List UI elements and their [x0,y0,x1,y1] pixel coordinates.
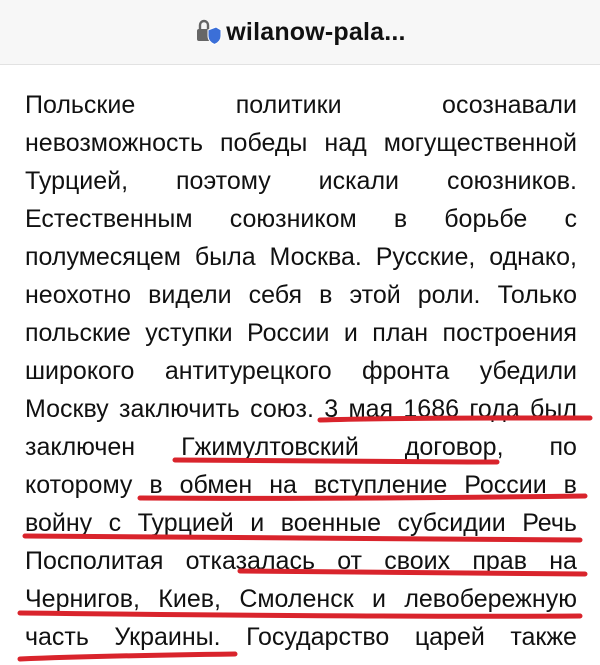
word: Москва. [269,243,362,271]
text-line [25,618,577,656]
word: Турцией, [25,167,129,195]
text-line [25,504,577,542]
word: убедили [479,357,577,385]
word: субсидии [397,509,506,537]
word: победы [220,129,308,157]
word: прав [472,547,527,575]
word: антитурецкого [164,357,332,385]
word: однако, [489,243,577,271]
word: часть [25,623,89,651]
word: поэтому [176,167,271,195]
word: России [464,471,547,499]
word: была [194,243,256,271]
lock-shield-icon [194,18,222,46]
word: года [469,395,520,423]
address-bar[interactable] [0,14,600,50]
word: союзником [229,205,357,233]
text-line [25,466,577,504]
text-line [25,390,577,428]
word: уступки [145,319,233,347]
browser-toolbar [0,0,600,65]
word: на [269,471,297,499]
word: военные [280,509,381,537]
word: заключен [25,433,136,461]
word: и [343,319,358,347]
word: России [247,319,330,347]
word: 1686 [403,395,460,423]
word: польские [25,319,131,347]
word: в [393,205,408,233]
text-line [25,428,577,466]
word: борьбе [444,205,528,233]
word: и [250,509,265,537]
url-text[interactable]: wilanow-pala... [226,17,406,46]
word: в [319,281,333,309]
article-text [25,86,577,656]
text-line [25,238,577,276]
word: Чернигов, [25,585,140,613]
word: в [563,471,577,499]
word: царей [414,623,485,651]
text-line [25,86,577,124]
word: своих [384,547,451,575]
word: мая [348,395,394,423]
word: Польские [25,91,136,119]
text-line [25,314,577,352]
word: Украины. [114,623,221,651]
word: Русские, [375,243,476,271]
word: в [149,471,163,499]
word: широкого [25,357,135,385]
text-line [25,580,577,618]
text-line [25,200,577,238]
word: обмен [179,471,253,499]
word: невозможность [25,129,204,157]
word: заключить [118,395,240,423]
word: этой [349,281,401,309]
word: и [372,585,386,613]
text-line [25,542,577,580]
text-line [25,352,577,390]
word: Смоленск [239,585,354,613]
word: отказалась [185,547,315,575]
word: над [324,129,367,157]
word: построения [442,319,577,347]
word: роли. [417,281,481,309]
word: неохотно [25,281,132,309]
word: Речь [522,509,577,537]
word: Киев, [158,585,221,613]
text-line [25,124,577,162]
word: политики [235,91,342,119]
word: Москву [25,395,109,423]
word: могущественной [383,129,577,157]
word: по [549,433,577,461]
word: 3 [324,395,339,423]
text-line [25,162,577,200]
word: войну [25,509,93,537]
word: план [372,319,429,347]
word: Естественным [25,205,193,233]
word: Посполитая [25,547,164,575]
word: союз. [250,395,314,423]
word: с [564,205,577,233]
word: был [530,395,577,423]
word: с [108,509,122,537]
word: вступление [313,471,448,499]
word: видели [148,281,232,309]
text-line [25,276,577,314]
word: также [510,623,577,651]
word: которому [25,471,133,499]
word: Турцией [137,509,234,537]
word: полумесяцем [25,243,181,271]
word: себя [248,281,303,309]
word: искали [318,167,400,195]
word: союзников. [446,167,577,195]
word: на [549,547,577,575]
word: Государство [246,623,390,651]
word: Только [497,281,577,309]
word: фронта [362,357,450,385]
word: левобережную [404,585,577,613]
word: договор, [404,433,504,461]
word: от [337,547,363,575]
word: Гжимултовский [181,433,359,461]
word: осознавали [442,91,577,119]
